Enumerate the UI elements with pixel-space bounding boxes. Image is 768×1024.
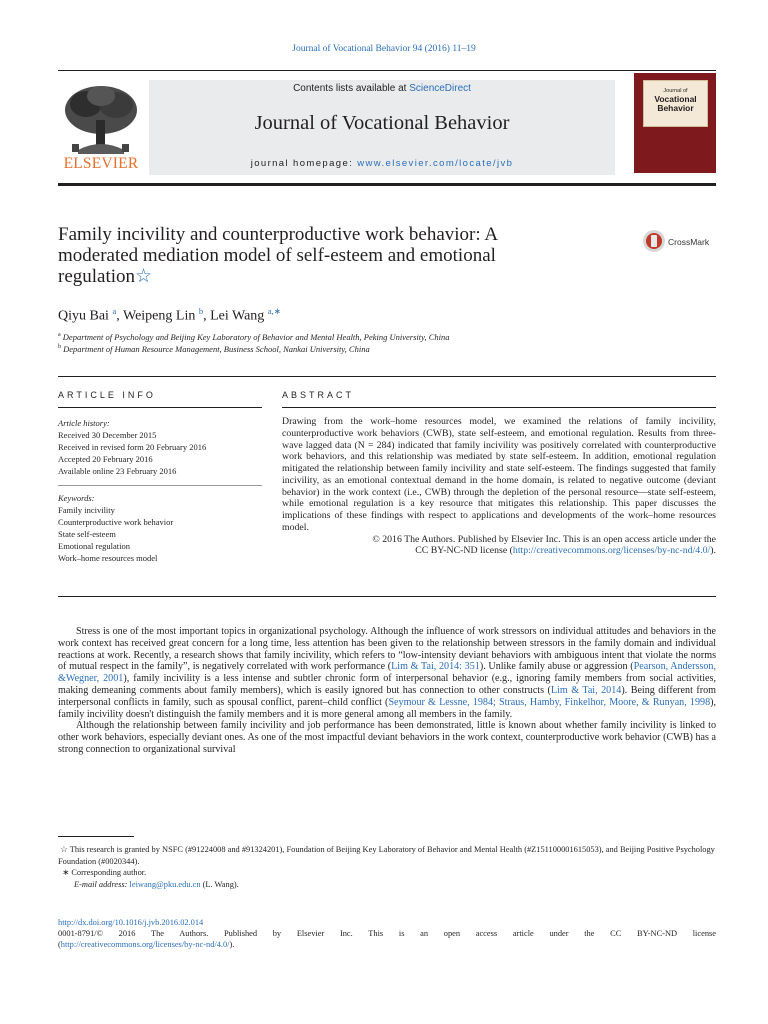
- page-footer: [58, 917, 716, 951]
- doi-link[interactable]: http://dx.doi.org/10.1016/j.jvb.2016.02.014: [58, 918, 204, 927]
- affiliation-text: Department of Psychology and Beijing Key Laboratory of Behavior and Mental Health, Peking University, China: [62, 332, 450, 342]
- keyword-item: Emotional regulation: [58, 541, 130, 551]
- top-rule: [58, 70, 716, 71]
- keywords-header: Keywords:: [58, 493, 95, 503]
- abstract-body: [282, 416, 716, 557]
- abstract-license-line: [282, 545, 716, 557]
- history-item: Received in revised form 20 February 2016: [58, 442, 207, 452]
- article-title: [58, 224, 558, 287]
- author-name[interactable]: Weipeng Lin: [122, 308, 196, 324]
- article-history: [58, 417, 206, 477]
- section-rule: [58, 376, 716, 377]
- keyword-item: Family incivility: [58, 505, 115, 515]
- history-item: Received 30 December 2015: [58, 430, 157, 440]
- history-item: Available online 23 February 2016: [58, 466, 177, 476]
- funding-text: This research is granted by NSFC (#91224008 and #91324201), Foundation of Beijing Key Laboratory of Behavior and Mental Health (#Z151100001615053), and Beijing Positive Psychology Foundation (#0020344).: [58, 845, 715, 866]
- title-footnote-mark[interactable]: ☆: [135, 266, 153, 287]
- footer-license-link[interactable]: http://creativecommons.org/licenses/by-nc-nd/4.0/: [60, 940, 230, 950]
- affiliation: [58, 344, 370, 354]
- publisher-logo-text: ELSEVIER: [63, 155, 139, 172]
- email-suffix: (L. Wang).: [202, 879, 239, 889]
- funding-mark: ☆: [60, 845, 68, 854]
- body-text-run: ), family incivility is a less intense and subtler chronic form of interpersonal behavior (e.g., ignoring family members from social activities, making demeaning comments about family members), which is easily ignored but has connection to other constructs (: [58, 673, 716, 696]
- email-footnote: [58, 879, 716, 891]
- email-label: E-mail address:: [74, 879, 128, 889]
- affiliation-mark: b: [58, 344, 61, 351]
- cover-title-line1: Vocational: [654, 93, 697, 104]
- footnotes: [58, 844, 716, 890]
- section-rule: [58, 596, 716, 597]
- citation-link[interactable]: Lim & Tai, 2014: 351: [391, 661, 480, 673]
- abstract-label: ABSTRACT: [282, 390, 355, 400]
- contents-line: [149, 83, 615, 94]
- author-affil-mark[interactable]: b: [198, 306, 204, 316]
- funding-footnote: [58, 844, 716, 867]
- keywords-rule: [58, 485, 262, 486]
- journal-name: Journal of Vocational Behavior: [254, 112, 510, 134]
- journal-cover-thumbnail[interactable]: [634, 73, 716, 173]
- journal-homepage: [149, 158, 615, 169]
- author-affil-mark[interactable]: a,∗: [267, 306, 281, 316]
- contents-prefix: Contents lists available at: [293, 83, 410, 94]
- body-text-run: ). Unlike family abuse or aggression (: [479, 661, 634, 673]
- history-item: Accepted 20 February 2016: [58, 454, 153, 464]
- affiliation: [58, 332, 449, 342]
- body-paragraph: [58, 626, 716, 720]
- author-name[interactable]: Lei Wang: [210, 308, 265, 324]
- body-text: [58, 626, 716, 756]
- license-prefix: CC BY-NC-ND license (: [415, 545, 513, 557]
- corresponding-footnote: [58, 867, 716, 879]
- article-title-text: Family incivility and counterproductive work behavior: A moderated mediation model of self-esteem and emotional regulation: [58, 224, 498, 287]
- article-history-header: Article history:: [58, 418, 110, 428]
- citation-link[interactable]: Lim & Tai, 2014: [550, 684, 622, 696]
- author-list: Qiyu Bai $^a$, Weipeng Lin $^b$, Lei Wang $^{a,∗}$: [58, 306, 281, 324]
- license-statement: 0001-8791/© 2016 The Authors. Published by Elsevier Inc. This is an open access article under the CC BY-NC-ND license: [58, 929, 716, 939]
- cover-title-line2: Behavior: [657, 102, 694, 113]
- affiliation-text: Department of Human Resource Management, Business School, Nankai University, China: [63, 344, 370, 354]
- header-bottom-rule: [58, 183, 716, 186]
- citation-link[interactable]: Pearson, Andersson, &Wegner, 2001: [58, 661, 716, 685]
- corresponding-mark: ∗: [62, 868, 70, 877]
- homepage-link[interactable]: www.elsevier.com/locate/jvb: [357, 158, 514, 169]
- footer-license-prefix: (: [58, 940, 61, 950]
- footer-license-suffix: ).: [229, 940, 235, 950]
- body-text-run: ), family incivility doesn't distinguish the family members and it is more general among all members in the family.: [58, 696, 717, 720]
- email-link[interactable]: leiwang@pku.edu.cn: [129, 879, 201, 889]
- citation-link[interactable]: Seymour & Lessne, 1984; Straus, Hamby, Finkelhor, Moore, & Runyan, 1998: [388, 696, 711, 708]
- article-info-label: ARTICLE INFO: [58, 390, 156, 400]
- cover-small-text: Journal of: [663, 88, 688, 94]
- running-head[interactable]: Journal of Vocational Behavior 94 (2016) 11–19: [292, 44, 476, 54]
- license-link[interactable]: http://creativecommons.org/licenses/by-nc-nd/4.0/: [512, 545, 711, 557]
- author-affil-mark[interactable]: a: [112, 306, 117, 316]
- license-suffix: ).: [710, 545, 716, 557]
- abstract-copyright-line: © 2016 The Authors. Published by Elsevier Inc. This is an open access article under the: [372, 533, 716, 545]
- body-paragraph: Although the relationship between family incivility and job performance has been demonstrated, little is known about whether family incivility is linked to other work behaviors, especially deviant ones. As one of the most impactful deviant behaviors in the work context, counterproductive work behavior (CWB) has a strong connection to organizational survival: [58, 720, 716, 755]
- keywords: [58, 492, 173, 564]
- keyword-item: Work–home resources model: [58, 553, 158, 563]
- body-text-run: ). Being different from interpersonal conflicts in family, such as spousal conflict, parent–child conflict (: [58, 684, 716, 708]
- homepage-prefix: journal homepage:: [250, 158, 358, 169]
- sciencedirect-link[interactable]: ScienceDirect: [409, 83, 471, 94]
- crossmark-label[interactable]: CrossMark: [668, 237, 710, 247]
- author-name[interactable]: Qiyu Bai: [58, 308, 109, 324]
- footnote-rule: [58, 836, 134, 837]
- cover-label: [643, 80, 708, 127]
- keyword-item: State self-esteem: [58, 529, 116, 539]
- body-text-run: Stress is one of the most important topics in organizational psychology. Although the influence of work stressors on individual attitudes and behaviors in the work context has received great concern for a long time, less attention has been given to the relationship between stressors in the family domain and individual reactions at work. Recently, a research shows that family incivility, which refers to “low-intensity deviant behaviors with ambiguous intent that violate the norms of mutual respect in the family”, is negatively correlated with work performance (: [58, 626, 716, 673]
- abstract-rule: [282, 407, 716, 408]
- keyword-item: Counterproductive work behavior: [58, 517, 174, 527]
- corresponding-text: Corresponding author.: [71, 868, 147, 877]
- article-info-rule: [58, 407, 262, 408]
- affiliation-mark: a: [58, 332, 61, 339]
- abstract-text: Drawing from the work–home resources model, we examined the relations of family incivility, counterproductive work behaviors (CWB), state self-esteem, and emotional regulation. Results from three-wave lagged data (N = 284) indicated that family incivility was positively correlated with counterproductive work behaviors, and this relationship was mediated by state self-esteem. In addition, emotional regulation mitigated the relationship between family incivility and state self-esteem. The findings suggested that family incivility, as an emotional contextual demand in the home domain, is related to negative outcome (deviant behavior) in the work context (i.e., CWB) through the depletion of the personal resource—state self-esteem, while emotional regulation is a key resource that mitigates this relationship. This paper discusses the implications of these findings with respect to applications and developments of the work–home resources model.: [282, 416, 716, 533]
